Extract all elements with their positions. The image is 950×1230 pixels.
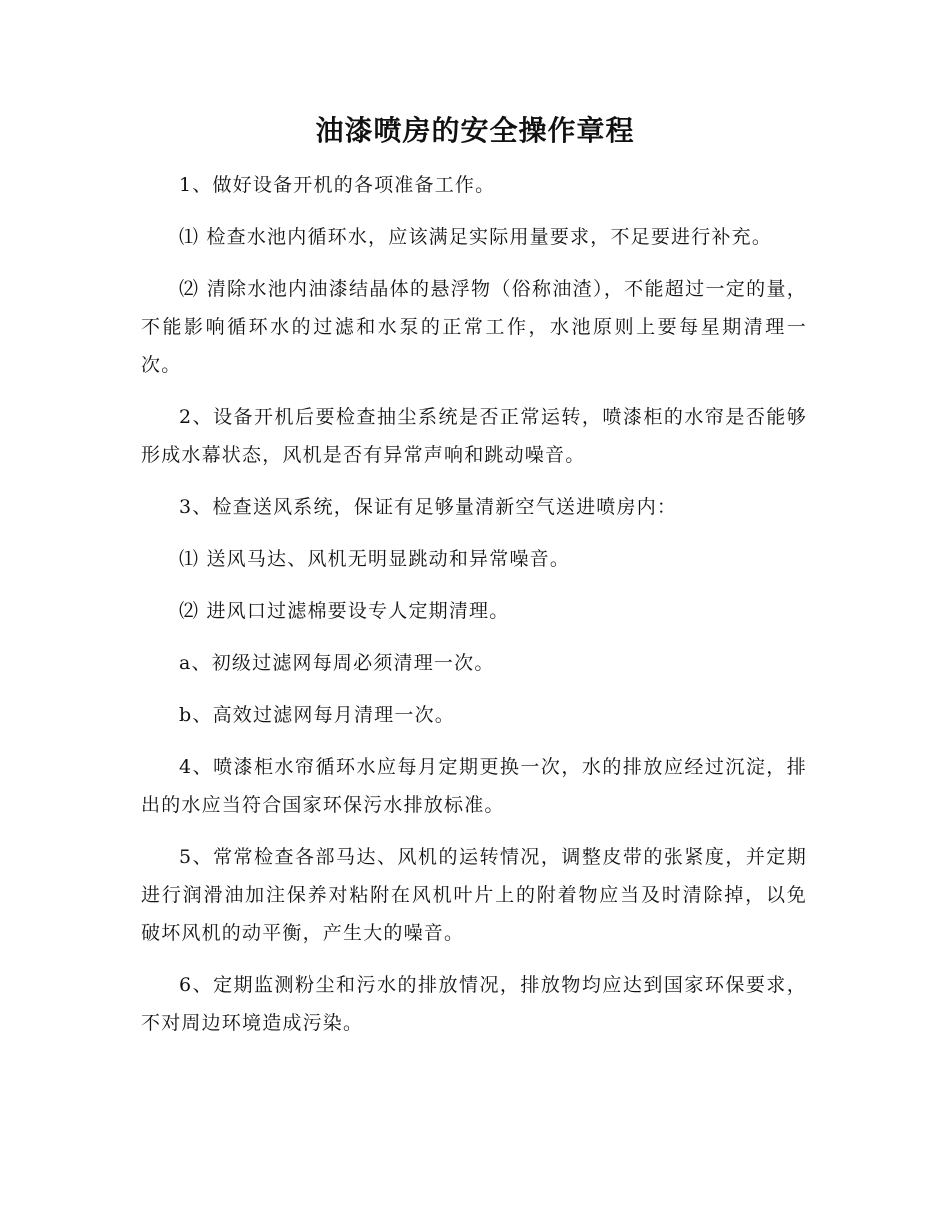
paragraph-9: b、高效过滤网每月清理一次。	[179, 704, 455, 726]
paragraph-11: 5、常常检查各部马达、风机的运转情况，调整皮带的张紧度，并定期进行润滑油加注保养对粘附在风机叶片上的附着物应当及时清除掉，以免破坏风机的动平衡，产生大的噪音。	[141, 846, 807, 944]
paragraph-4: 2、设备开机后要检查抽尘系统是否正常运转，喷漆柜的水帘是否能够形成水幕状态，风机是否有异常声响和跳动噪音。	[141, 406, 807, 466]
paragraph-1: 1、做好设备开机的各项准备工作。	[179, 174, 496, 196]
paragraph-3: ⑵ 清除水池内油漆结晶体的悬浮物（俗称油渣），不能超过一定的量，不能影响循环水的过滤和水泵的正常工作，水池原则上要每星期清理一次。	[141, 278, 807, 376]
paragraph-6: ⑴ 送风马达、风机无明显跳动和异常噪音。	[179, 548, 571, 570]
document-body	[141, 166, 807, 1056]
paragraph-5: 3、检查送风系统，保证有足够量清新空气送进喷房内：	[179, 496, 678, 518]
paragraph-8: a、初级过滤网每周必须清理一次。	[179, 652, 495, 674]
paragraph-2: ⑴ 检查水池内循环水，应该满足实际用量要求，不足要进行补充。	[179, 226, 773, 248]
paragraph-10: 4、喷漆柜水帘循环水应每月定期更换一次，水的排放应经过沉淀，排出的水应当符合国家环保污水排放标准。	[141, 756, 807, 816]
paragraph-7: ⑵ 进风口过滤棉要设专人定期清理。	[179, 600, 510, 622]
paragraph-12: 6、定期监测粉尘和污水的排放情况，排放物均应达到国家环保要求，不对周边环境造成污染。	[141, 974, 807, 1034]
document-title: 油漆喷房的安全操作章程	[315, 114, 635, 147]
